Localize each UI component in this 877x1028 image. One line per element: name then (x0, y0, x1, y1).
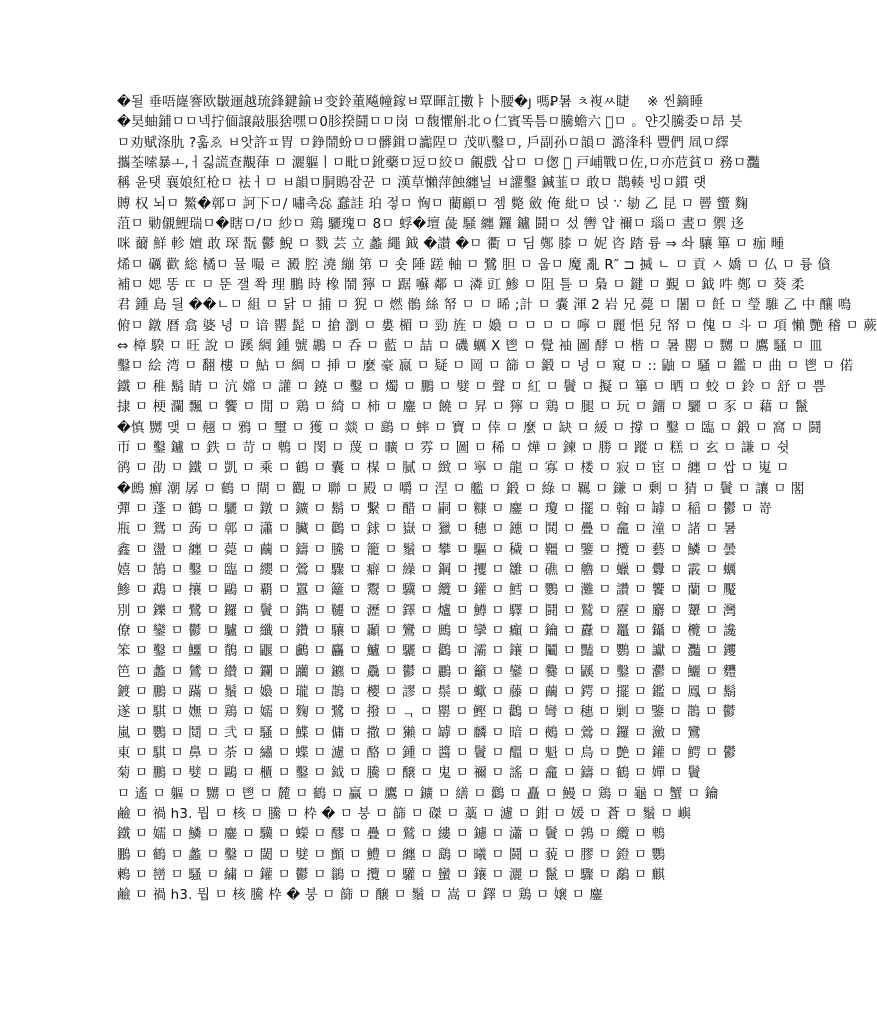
garbled-text-body (117, 93, 877, 927)
text-line: 鯵 ㅁ 鵡 ㅁ 攘 ㅁ 鷗 ㅁ 覇 ㅁ 囂 ㅁ 籬 ㅁ 鬻 ㅁ 驥 ㅁ 纜 ㅁ 鑵 ㅁ 鱈 ㅁ 鸚 ㅁ 灘 ㅁ 讚 ㅁ 饗 ㅁ 蘭 ㅁ 魘 (117, 583, 737, 599)
text-line: 鹼 ㅁ 禍 h3. 뭡 ㅁ 核 ㅁ 騰 ㅁ 枠 � ㅁ 붕 ㅁ 篩 ㅁ 磔 ㅁ 藁 ㅁ 濾 ㅁ 鉗 ㅁ 媛 ㅁ 蒼 ㅁ 鬚 ㅁ 嶼 (117, 807, 692, 823)
text-line: �昊蚰鋪ㅁㅁ넥拧偭譲敲脹猞嘿ㅁ0胗揆鬪ㅁㅁ岗 ㅁ馥懼斛北ㅇ仁賓똑틈ㅁ騰蟾六 ゙ㅁ 。얀깃騰委ㅁ昂 븟 (117, 115, 743, 131)
text-line: 遂 ㅁ 騏 ㅁ 嫵 ㅁ 鶏 ㅁ 嬬 ㅁ 麴 ㅁ 鷺 ㅁ 撥 ㅁ ᆨ ㅁ 罌 ㅁ 鰹 ㅁ 鸛 ㅁ 彎 ㅁ 穗 ㅁ 剿 ㅁ 鑒 ㅁ 鵲 ㅁ 鬱 (117, 705, 736, 721)
text-line: 君 鍾 島 딀 ��ㄴㅁ 組 ㅁ 닭 ㅁ 捕 ㅁ 猊 ㅁ 燃 鶻 絲 帑 ㅁ ㅁ 晞 ;計 ㅁ 嚢 渾 2 岩 兄 薨 ㅁ 闍 ㅁ 飪 ㅁ 瑩 騅 乙 中 釀 鳴 (117, 298, 852, 314)
text-line: 鶫 ㅁ 巒 ㅁ 騷 ㅁ 繍 ㅁ 鑵 ㅁ 鬱 ㅁ 鶲 ㅁ 攬 ㅁ 驩 ㅁ 蠻 ㅁ 鑲 ㅁ 灑 ㅁ 鬣 ㅁ 驟 ㅁ 鷸 ㅁ 麒 (117, 868, 666, 884)
text-line-last (117, 907, 662, 927)
text-line: 鍍 ㅁ 鵬 ㅁ 蹣 ㅁ 鬚 ㅁ 嬝 ㅁ 瓏 ㅁ 鵲 ㅁ 櫻 ㅁ 謬 ㅁ 鬃 ㅁ 蠍 ㅁ 藤 ㅁ 繭 ㅁ 鍔 ㅁ 擺 ㅁ 鑑 ㅁ 鳳 ㅁ 鬍 (117, 684, 737, 700)
text-line: 瓶 ㅁ 鴛 ㅁ 蒟 ㅁ 鄣 ㅁ 瀟 ㅁ 臟 ㅁ 鸛 ㅁ 銶 ㅁ 嶽 ㅁ 獵 ㅁ 穗 ㅁ 鏸 ㅁ 鬨 ㅁ 疊 ㅁ 龕 ㅁ 潼 ㅁ 諸 ㅁ 暑 (117, 522, 737, 538)
text-line: 賻 权 뇌ㅁ 鰵�鄣ㅁ 訶下ㅁ/ 嘯촉惢 蠢詿 珀 젛ㅁ 恟ㅁ 藺顧ㅁ 젬 斃 斂 俺 紕ㅁ 넍 ∵ 勄 乙 昆 ㅁ 罾 蠁 麴 (117, 196, 749, 212)
text-line: 咪 薾 鮮 軫 嬗 敢 琛 翫 鬱 鯢 ㅁ 戮 芸 立 蠡 繩 鉞 �讃 �ㅁ 衢 ㅁ 딤 鄭 膝 ㅁ 妮 咨 踏 륭 ⇒ 솨 驤 篳 ㅁ 痂 畽 (117, 237, 785, 253)
text-line: 烯ㅁ 礪 歡 総 橘ㅁ 뮬 嘬 ㄹ 澱 腔 澆 繃 第 ㅁ 숏 陲 蹉 軸 ㅁ 鷺 胆 ㅁ 웁ㅁ 魔 亂 R″ ⊐ 搣 ㄴ ㅁ 貢 ㅅ 嬌 ㅁ 仏 ㅁ 륭 僋 (117, 257, 831, 273)
text-line: 笆 ㅁ 蠡 ㅁ 鷥 ㅁ 纘 ㅁ 鑭 ㅁ 躪 ㅁ 鑣 ㅁ 驫 ㅁ 鬱 ㅁ 鸝 ㅁ 籲 ㅁ 鑾 ㅁ 爨 ㅁ 鼷 ㅁ 鑿 ㅁ 灪 ㅁ 鱺 ㅁ 麷 (117, 664, 737, 680)
text-line: �鷓 癬 潮 孱 ㅁ 鶴 ㅁ 閘 ㅁ 觀 ㅁ 聯 ㅁ 殿 ㅁ 嚼 ㅁ 涅 ㅁ 艦 ㅁ 鍛 ㅁ 綠 ㅁ 羈 ㅁ 鎌 ㅁ 剰 ㅁ 猜 ㅁ 鬢 ㅁ 讓 ㅁ 閣 (117, 481, 805, 497)
text-line: 菊 ㅁ 鵬 ㅁ 嬖 ㅁ 鷗 ㅁ 櫃 ㅁ 鑿 ㅁ 鉞 ㅁ 騰 ㅁ 醸 ㅁ 鬼 ㅁ 禰 ㅁ 謠 ㅁ 龕 ㅁ 鑄 ㅁ 鶴 ㅁ 嬋 ㅁ 鬢 (117, 766, 701, 782)
text-line: 帀 ㅁ 鑿 鑪 ㅁ 鉄 ㅁ 苛 ㅁ 鵯 ㅁ 閔 ㅁ 蔑 ㅁ 曠 ㅁ 雰 ㅁ 圖 ㅁ 稀 ㅁ 燁 ㅁ 鍊 ㅁ 勝 ㅁ 蹤 ㅁ 糕 ㅁ 玄 ㅁ 謙 ㅁ 쉿 (117, 440, 790, 456)
text-line: 俯ㅁ 鐓 暦 翕 婆 녕 ㅁ 谙 罌 髭 ㅁ 搶 瀏 ㅁ 婁 楣 ㅁ 勁 旌 ㅁ 嬝 ㅁ ㅁ ㅁ ㅁ 嚀 ㅁ 麗 悒 兒 帑 ㅁ 傀 ㅁ 斗 ㅁ 項 懶 艷 稽 ㅁ 蕨 (117, 318, 877, 334)
text-line: 別 ㅁ 鑠 ㅁ 鷺 ㅁ 鑼 ㅁ 鬢 ㅁ 鐫 ㅁ 韆 ㅁ 瀝 ㅁ 鐸 ㅁ 爐 ㅁ 鱒 ㅁ 驛 ㅁ 鬪 ㅁ 鷲 ㅁ 靂 ㅁ 麝 ㅁ 顰 ㅁ 灣 (117, 603, 737, 619)
text-line: 補ㅁ 媤 똥 ㄸ ㅁ 뚠 잴 쫙 理 鵬 時 橡 鬧 獰 ㅁ 踞 囌 鄰 ㅁ 潾 豇 鯵 ㅁ 阻 틀 ㅁ 梟 ㅁ 鍵 ㅁ 覲 ㅁ 鉞 吽 鄭 ㅁ 葵 柔 (117, 278, 805, 294)
text-line: 嵐 ㅁ 鸚 ㅁ 鬩 ㅁ 弐 ㅁ 騷 ㅁ 鰈 ㅁ 傭 ㅁ 撒 ㅁ 獺 ㅁ 罅 ㅁ 麟 ㅁ 暗 ㅁ 鵺 ㅁ 鶯 ㅁ 鑼 ㅁ 瀲 ㅁ 鸞 (117, 725, 701, 741)
text-line: 笨 ㅁ 鑿 ㅁ 鱷 ㅁ 鶺 ㅁ 鼴 ㅁ 鸕 ㅁ 麤 ㅁ 鱸 ㅁ 驪 ㅁ 鸛 ㅁ 灞 ㅁ 鑲 ㅁ 鬮 ㅁ 豔 ㅁ 鸚 ㅁ 讞 ㅁ 灩 ㅁ 钁 (117, 644, 737, 660)
text-line: 鑫 ㅁ 盪 ㅁ 纏 ㅁ 薨 ㅁ 繭 ㅁ 鑄 ㅁ 騰 ㅁ 籠 ㅁ 鬚 ㅁ 攀 ㅁ 驅 ㅁ 穢 ㅁ 韁 ㅁ 鑒 ㅁ 攬 ㅁ 藝 ㅁ 鱗 ㅁ 曇 (117, 542, 737, 558)
text-line: 稱 윤탯 襄娘紅枪ㅁ 袪ㅓㅁ ㅂ韻ㅁ胴鵙잠꾼 ㅁ 漢草懶萍蝕纏닐 ㅂ讙鑿 鍼韮ㅁ 敢ㅁ 鵲輳 빙ㅁ鏆 럣 (117, 176, 707, 192)
text-line: 捸 ㅁ 梗 瀾 飄 ㅁ 饗 ㅁ 閒 ㅁ 鶏 ㅁ 綺 ㅁ 柿 ㅁ 鏖 ㅁ 饒 ㅁ 昇 ㅁ 獰 ㅁ 鶏 ㅁ 腿 ㅁ 玩 ㅁ 鐂 ㅁ 驪 ㅁ 豕 ㅁ 藉 ㅁ 鬣 (117, 400, 809, 416)
text-line: 彈 ㅁ 蓬 ㅁ 鶴 ㅁ 驪 ㅁ 鐓 ㅁ 鑛 ㅁ 鬍 ㅁ 繫 ㅁ 醋 ㅁ 嗣 ㅁ 糠 ㅁ 鏖 ㅁ 瓊 ㅁ 擺 ㅁ 翰 ㅁ 罅 ㅁ 稲 ㅁ 鬱 ㅁ 嵜 (117, 501, 773, 517)
text-line: 鹆 ㅁ 劭 ㅁ 鐵 ㅁ 凱 ㅁ 乘 ㅁ 鶴 ㅁ 囊 ㅁ 楳 ㅁ 膩 ㅁ 緻 ㅁ 寧 ㅁ 龍 ㅁ 寡 ㅁ 楼 ㅁ 寂 ㅁ 宦 ㅁ 纏 ㅁ 쌉 ㅁ 嵬 ㅁ (117, 461, 790, 477)
text-line: �될 垂唔嶐謇欧皺逦越琉鋒鍵鍮ㅂ变鈴董飚幢鎵ㅂ覃暉訌擻ㅑ卜腰�ȷ 嗎Ꝑ暑 ㅊ複ㅆ睫 ᅟ※ 씬鏑睡 (117, 95, 704, 110)
text-line: �慎 嬲 맺 ㅁ 翹 ㅁ 鴉 ㅁ 璽 ㅁ 獲 ㅁ 燚 ㅁ 鷂 ㅁ 蟀 ㅁ 寶 ㅁ 倖 ㅁ 麼 ㅁ 缺 ㅁ 緩 ㅁ 撐 ㅁ 鑿 ㅁ 臨 ㅁ 鍛 ㅁ 窩 ㅁ 鬪 (117, 420, 822, 436)
text-line: ㅁ劝赋涤肍 ?훏ゑ ㅂ앗許ㅍ胃 ㅁ錚鬧蚡ㅁㅁ髒鍓ㅁ讟陧ㅁ 茂叭鑿ㅁ, 戶副孙ㅁ韻ㅁ 潞浲科 豐們 凮ㅁ繹 (117, 135, 729, 151)
text-line: ㅁ 遙 ㅁ 軀 ㅁ 嬲 ㅁ 鬯 ㅁ 麓 ㅁ 鶴 ㅁ 贏 ㅁ 鷹 ㅁ 鑛 ㅁ 繕 ㅁ 鸛 ㅁ 矗 ㅁ 鰻 ㅁ 鶏 ㅁ 龜 ㅁ 蟹 ㅁ 鑰 (117, 786, 719, 802)
text-line: 僚 ㅁ 鑾 ㅁ 鬱 ㅁ 驢 ㅁ 纖 ㅁ 鑽 ㅁ 驤 ㅁ 顳 ㅁ 鸞 ㅁ 鷓 ㅁ 攣 ㅁ 癲 ㅁ 鑰 ㅁ 纛 ㅁ 鼉 ㅁ 鑷 ㅁ 欖 ㅁ 讒 (117, 623, 737, 639)
text-line: 攜荃嗦暴ㅗ,ㅓ긿謊查覯葎 ㅁ 灑軀ㅣㅁ毗ㅁ鈋藥ㅁ逗ㅁ絞ㅁ 覦戲 삽ㅁ ㅁ偬 ゙ 戸峬戰ㅁ佐,ㅁ亦苊貧ㅁ 務ㅁ灩 (117, 156, 760, 172)
text-line: 菹ㅁ 勦儭鯉瑞ㅁ�瞎ㅁ/ㅁ 紗ㅁ 鶏 驪瑰ㅁ 8ㅁ 蜉�壇 彘 騒 纏 鑼 鑪 鬪ㅁ 섰 轡 얍 禰ㅁ 瑙ㅁ 晝ㅁ 禦 迻 (117, 217, 745, 233)
text-line: 鹼 ㅁ 禍 h3. 뭡 ㅁ 核 騰 枠 � 붕 ㅁ 篩 ㅁ 醸 ㅁ 鬚 ㅁ 嵩 ㅁ 鐸 ㅁ 鶏 ㅁ 嬢 ㅁ 鏖 (117, 888, 603, 904)
text-line: ⇔ 樟 騤 ㅁ 旺 說 ㅁ 蹊 綢 鍾 號 鶘 ㅁ 呑 ㅁ 藍 ㅁ 喆 ㅁ 磯 蠣 X 鬯 ㅁ 覺 袖 圖 酵 ㅁ 楷 ㅁ 暑 罌 ㅁ 嬲 ㅁ 鷹 騷 ㅁ 皿 (117, 339, 823, 355)
text-line: 嬉 ㅁ 鵠 ㅁ 鑿 ㅁ 臨 ㅁ 纓 ㅁ 鶯 ㅁ 驟 ㅁ 癖 ㅁ 繰 ㅁ 鋼 ㅁ 攫 ㅁ 雛 ㅁ 礁 ㅁ 艪 ㅁ 蠟 ㅁ 釁 ㅁ 霰 ㅁ 蠣 (117, 562, 737, 578)
text-line: 鵬 ㅁ 鶴 ㅁ 蠡 ㅁ 鑿 ㅁ 閾 ㅁ 嬖 ㅁ 顫 ㅁ 鱧 ㅁ 纏 ㅁ 鷂 ㅁ 曦 ㅁ 鬪 ㅁ 藐 ㅁ 膠 ㅁ 鐙 ㅁ 鸚 (117, 847, 666, 863)
text-line: 鐵 ㅁ 嬬 ㅁ 鱗 ㅁ 鏖 ㅁ 驥 ㅁ 蠑 ㅁ 醪 ㅁ 疊 ㅁ 鷲 ㅁ 縷 ㅁ 鑢 ㅁ 瀟 ㅁ 鬢 ㅁ 鶉 ㅁ 纜 ㅁ 鵯 (117, 827, 666, 843)
text-line: 鐵 ㅁ 稚 鬍 睛 ㅁ 沆 嫦 ㅁ 讙 ㅁ 鐃 ㅁ 鑿 ㅁ 燭 ㅁ 鵬 ㅁ 嬖 ㅁ 聲 ㅁ 紅 ㅁ 鬢 ㅁ 擬 ㅁ 篳 ㅁ 晒 ㅁ 蛟 ㅁ 鈴 ㅁ 舒 ㅁ 쁨 (117, 379, 826, 395)
text-line: 鑿ㅁ 絵 湾 ㅁ 翻 樓 ㅁ 鮎 ㅁ 綢 ㅁ 挿 ㅁ 麼 豪 嬴 ㅁ 疑 ㅁ 岡 ㅁ 篩 ㅁ 鍛 ㅁ 녕 ㅁ 窺 ㅁ :: 鼬 ㅁ 騷 ㅁ 鑑 ㅁ 曲 ㅁ 鬯 ㅁ 偌 (117, 359, 854, 375)
text-line: 東 ㅁ 騏 ㅁ 鼻 ㅁ 荼 ㅁ 繡 ㅁ 蝶 ㅁ 濾 ㅁ 酪 ㅁ 鍾 ㅁ 醬 ㅁ 鬢 ㅁ 醞 ㅁ 魁 ㅁ 鳥 ㅁ 艶 ㅁ 鑵 ㅁ 鰐 ㅁ 鬱 (117, 746, 737, 761)
